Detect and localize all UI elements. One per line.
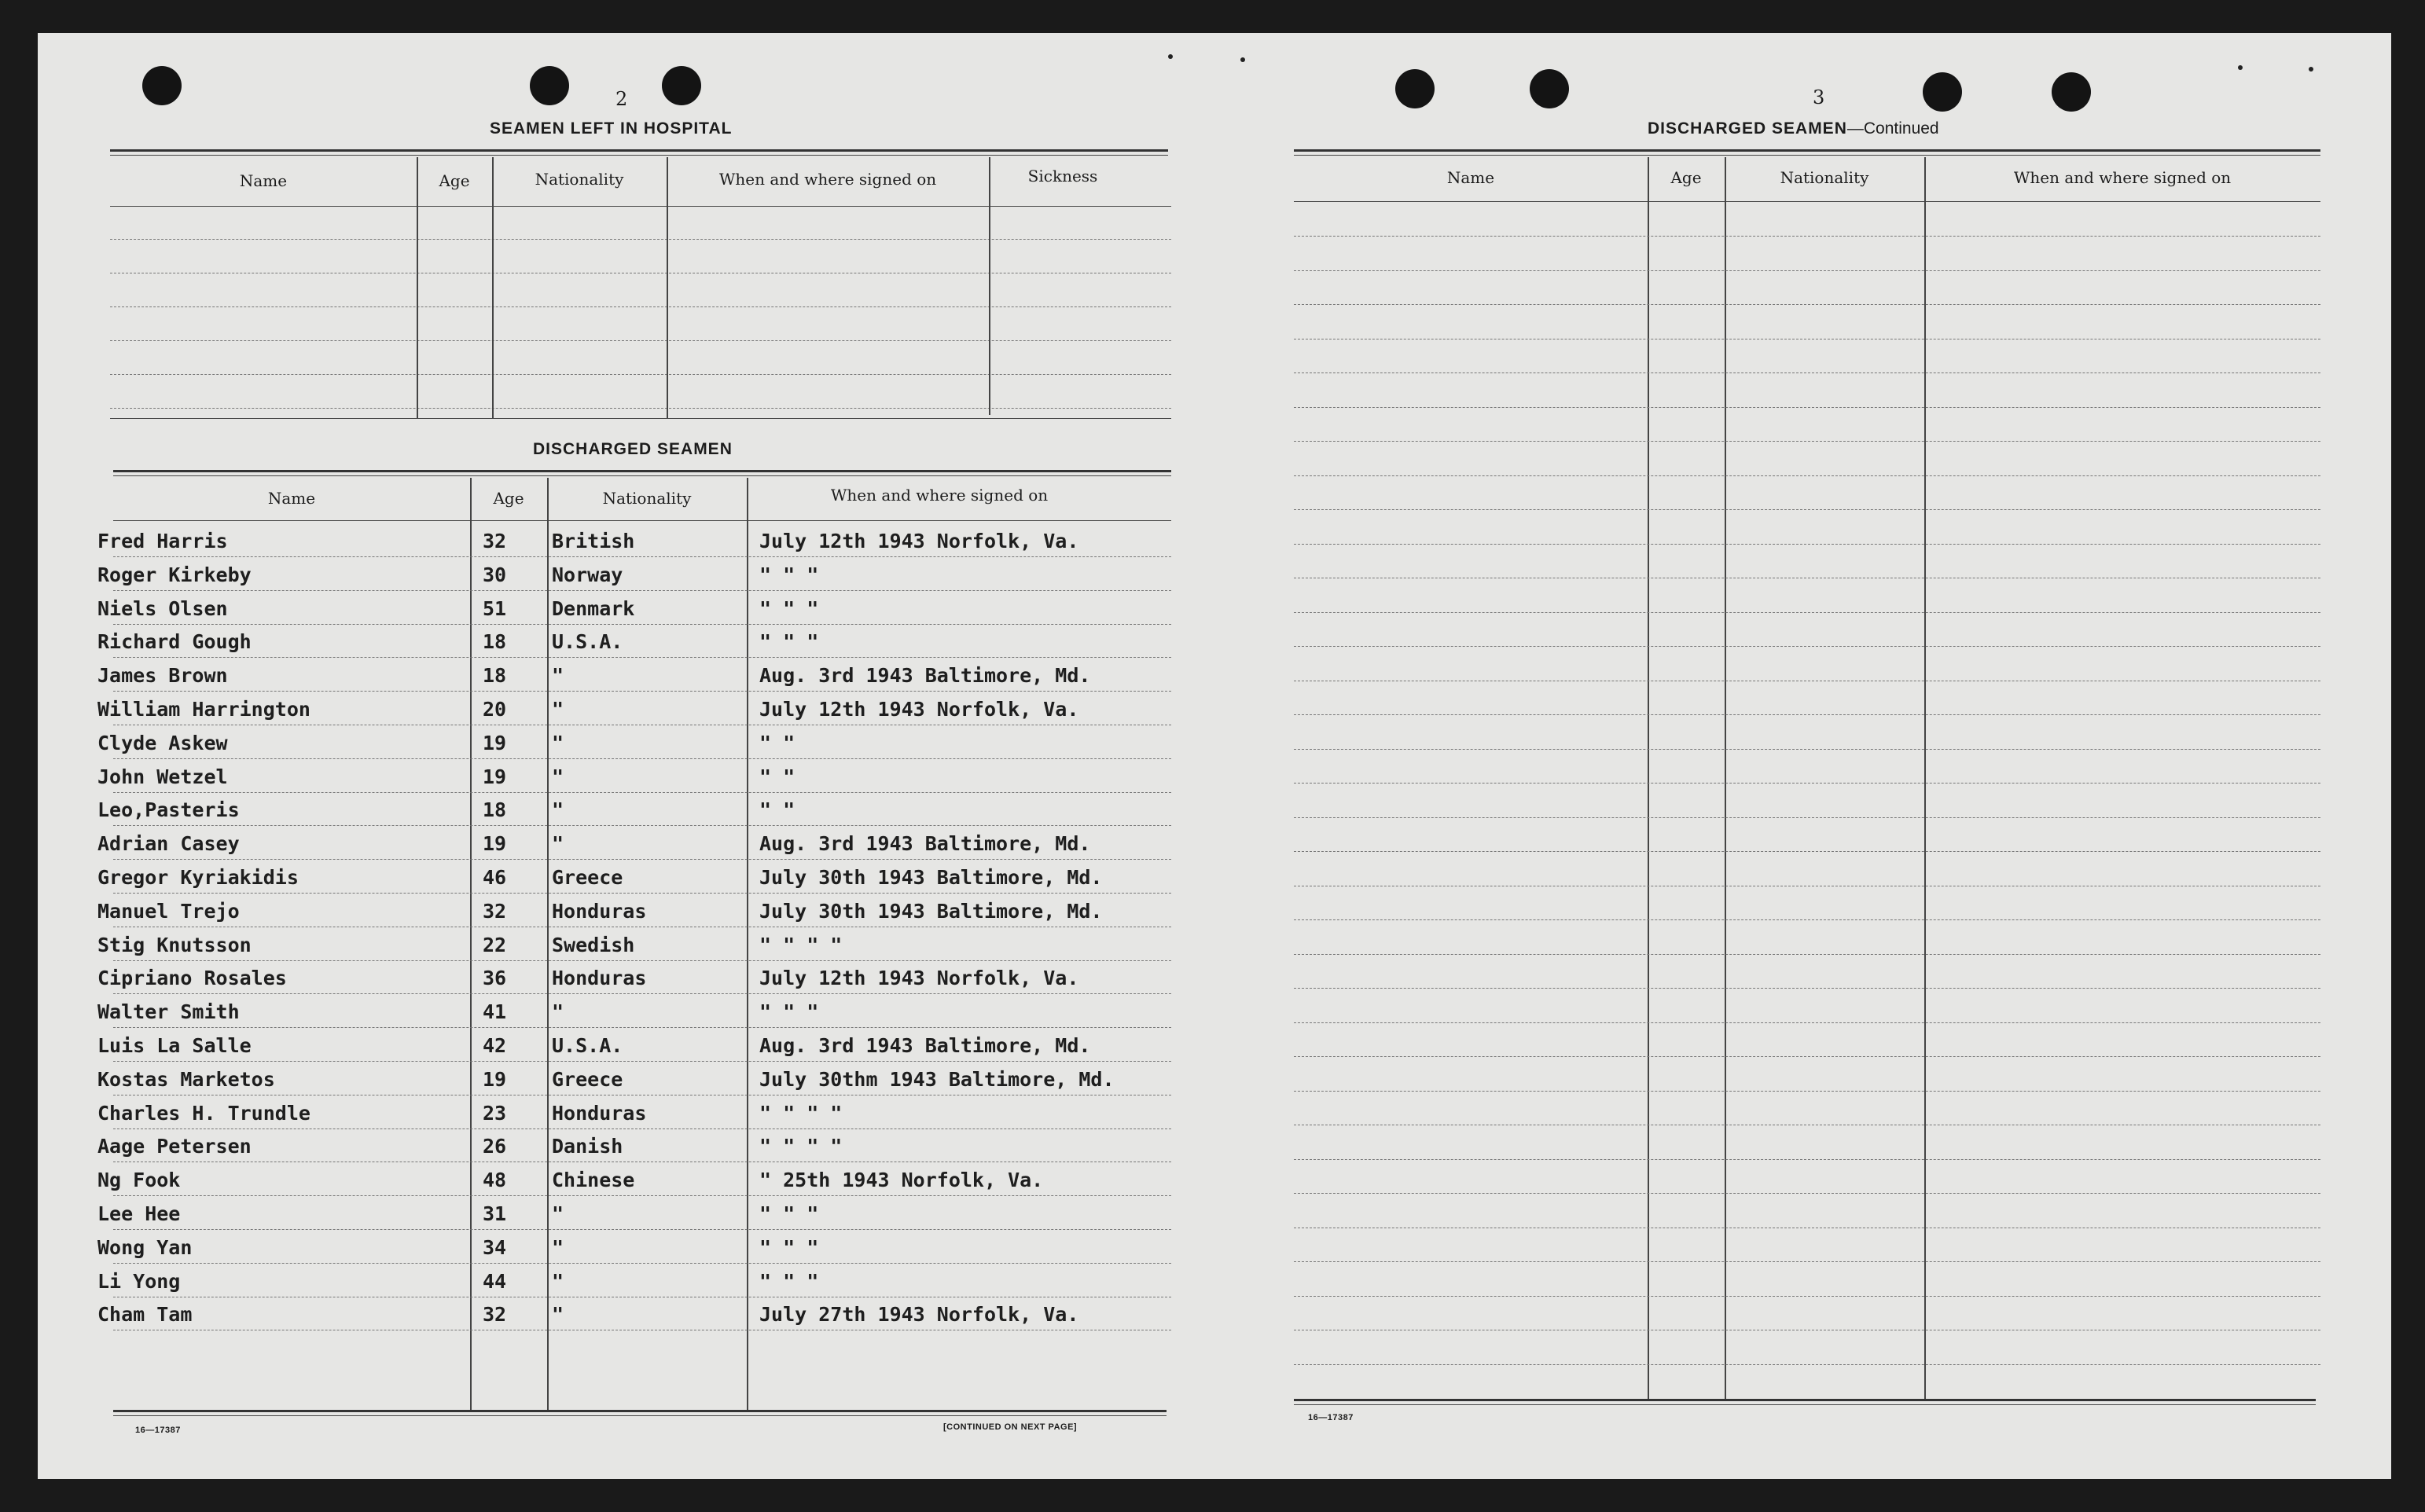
ruled-line [113,624,1171,625]
ruled-line [1294,919,2320,920]
ruled-line [1294,1296,2320,1297]
seaman-nationality: " [552,1235,564,1259]
seaman-nationality: " [552,731,564,754]
ruled-line [1294,1056,2320,1057]
ruled-line [110,374,1171,375]
seaman-name: Adrian Casey [97,832,240,856]
seaman-signed-on: " " [759,798,795,822]
seaman-signed-on: " " " [759,563,819,586]
seaman-signed-on: " " " " [759,1135,843,1158]
punch-hole [2052,72,2091,112]
ruled-line [1294,1364,2320,1365]
ruled-line [1294,1261,2320,1262]
seaman-nationality: U.S.A. [552,630,623,654]
punch-hole [1923,72,1962,112]
seaman-name: Ng Fook [97,1169,181,1192]
seaman-nationality: " [552,1202,564,1225]
seaman-signed-on: " " [759,731,795,754]
column-divider [547,478,549,1410]
continued-note: [CONTINUED ON NEXT PAGE] [943,1422,1078,1432]
ruled-line [1294,988,2320,989]
seaman-signed-on: July 12th 1943 Norfolk, Va. [759,698,1079,721]
hospital-header-age: Age [439,171,470,190]
hospital-header-sickness: Sickness [1027,167,1098,185]
seaman-signed-on: Aug. 3rd 1943 Baltimore, Md. [759,832,1091,856]
seaman-signed-on: July 30th 1943 Baltimore, Md. [759,899,1103,923]
hospital-header-name: Name [239,171,288,190]
ruled-line [1294,612,2320,613]
seaman-nationality: " [552,698,564,721]
seaman-signed-on: July 30thm 1943 Baltimore, Md. [759,1067,1115,1091]
seaman-signed-on: " " " [759,1000,819,1024]
ruled-line [1294,954,2320,955]
ruled-line [113,691,1171,692]
seaman-name: Lee Hee [97,1202,181,1225]
punch-hole [662,66,701,105]
continued-header-nationality: Nationality [1780,168,1869,187]
seaman-age: 44 [483,1269,507,1293]
seaman-signed-on: " " " [759,630,819,654]
seaman-nationality: Honduras [552,1101,647,1125]
ruled-line [113,590,1171,591]
seaman-nationality: " [552,798,564,822]
punch-hole [1395,69,1435,108]
seaman-signed-on: Aug. 3rd 1943 Baltimore, Md. [759,664,1091,688]
discharged-header-age: Age [493,489,524,508]
seaman-name: Leo,Pasteris [97,798,240,822]
seaman-age: 34 [483,1235,507,1259]
rule [1294,201,2320,202]
ruled-line [1294,372,2320,373]
ruled-line [113,960,1171,961]
seaman-nationality: " [552,1269,564,1293]
continued-title-suffix: —Continued [1846,119,1939,138]
speck [2238,65,2243,70]
speck [1168,54,1173,59]
ruled-line [1294,544,2320,545]
ruled-line [1294,714,2320,715]
seaman-name: Manuel Trejo [97,899,240,923]
seaman-name: John Wetzel [97,765,228,788]
seaman-age: 20 [483,698,507,721]
continued-title-main: DISCHARGED SEAMEN [1648,119,1847,138]
seaman-name: Wong Yan [97,1235,193,1259]
ruled-line [1294,1091,2320,1092]
speck [1240,57,1245,62]
seaman-nationality: Honduras [552,899,647,923]
seaman-name: Cham Tam [97,1303,193,1327]
ruled-line [1294,475,2320,476]
ruled-line [110,306,1171,307]
seaman-name: Niels Olsen [97,596,228,620]
form-number-right: 16—17387 [1308,1413,1354,1422]
seaman-nationality: Danish [552,1135,623,1158]
continued-section-title [1648,119,1939,138]
seaman-name: Roger Kirkeby [97,563,252,586]
rule [1294,155,2320,156]
seaman-name: Richard Gough [97,630,252,654]
column-divider [989,157,990,415]
seaman-name: Charles H. Trundle [97,1101,310,1125]
seaman-signed-on: " " [759,765,795,788]
seaman-name: Walter Smith [97,1000,240,1024]
rule [110,206,1171,207]
ruled-line [113,1128,1171,1129]
column-divider [667,157,668,418]
ruled-line [113,1195,1171,1196]
seaman-nationality: Denmark [552,596,635,620]
seaman-age: 48 [483,1169,507,1192]
column-divider [1924,157,1926,1399]
seaman-name: Luis La Salle [97,1034,252,1057]
speck [2309,67,2313,72]
ruled-line [110,239,1171,240]
seaman-age: 19 [483,765,507,788]
seaman-signed-on: " " " " [759,933,843,956]
continued-header-signed-on: When and where signed on [2013,168,2232,187]
ruled-line [113,556,1171,557]
seaman-age: 31 [483,1202,507,1225]
seaman-age: 42 [483,1034,507,1057]
seaman-age: 36 [483,967,507,990]
ruled-line [1294,1193,2320,1194]
ruled-line [113,1263,1171,1264]
rule [110,155,1168,156]
seaman-nationality: U.S.A. [552,1034,623,1057]
discharged-header-signed-on: When and where signed on [830,486,1049,505]
seaman-name: Clyde Askew [97,731,228,754]
ruled-line [113,893,1171,894]
seaman-age: 19 [483,832,507,856]
ruled-line [1294,817,2320,818]
column-divider [747,478,748,1410]
rule [113,475,1171,476]
seaman-name: William Harrington [97,698,310,721]
seaman-age: 30 [483,563,507,586]
rule [1294,1404,2316,1405]
seaman-age: 23 [483,1101,507,1125]
ruled-line [110,408,1171,409]
seaman-nationality: Greece [552,1067,623,1091]
column-divider [1725,157,1726,1399]
page-number-right: 3 [1813,86,1825,108]
seaman-age: 32 [483,1303,507,1327]
seaman-name: Gregor Kyriakidis [97,866,299,889]
seaman-signed-on: " " " " [759,1101,843,1125]
seaman-signed-on: July 27th 1943 Norfolk, Va. [759,1303,1079,1327]
seaman-name: Stig Knutsson [97,933,252,956]
form-number-left: 16—17387 [135,1426,181,1435]
rule [113,470,1171,472]
seaman-nationality: " [552,664,564,688]
rule [113,1415,1167,1416]
rule [113,520,1171,521]
ruled-line [1294,1159,2320,1160]
seaman-nationality: Norway [552,563,623,586]
page-number-left: 2 [615,88,628,110]
discharged-header-nationality: Nationality [602,489,692,508]
seaman-age: 32 [483,530,507,552]
seaman-name: Cipriano Rosales [97,967,287,990]
ruled-line [1294,304,2320,305]
seaman-age: 18 [483,630,507,654]
seaman-age: 41 [483,1000,507,1024]
seaman-nationality: Chinese [552,1169,635,1192]
seaman-signed-on: Aug. 3rd 1943 Baltimore, Md. [759,1034,1091,1057]
seaman-age: 22 [483,933,507,956]
ruled-line [113,859,1171,860]
column-divider [470,478,472,1410]
seaman-age: 32 [483,899,507,923]
seaman-name: James Brown [97,664,228,688]
ruled-line [1294,851,2320,852]
ruled-line [113,1061,1171,1062]
seaman-age: 18 [483,664,507,688]
seaman-age: 26 [483,1135,507,1158]
ruled-line [1294,749,2320,750]
discharged-header-name: Name [267,489,316,508]
punch-hole [1530,69,1569,108]
seaman-nationality: " [552,832,564,856]
column-divider [492,157,494,418]
seaman-age: 46 [483,866,507,889]
ruled-line [1294,236,2320,237]
seaman-name: Fred Harris [97,530,228,552]
seaman-nationality: " [552,765,564,788]
rule [110,149,1168,152]
discharged-section-title: DISCHARGED SEAMEN [533,440,733,458]
seaman-nationality: " [552,1000,564,1024]
rule [110,418,1171,419]
ledger-sheet [38,33,2391,1479]
rule [113,1410,1167,1412]
column-divider [1648,157,1649,1399]
ruled-line [113,758,1171,759]
seaman-signed-on: " 25th 1943 Norfolk, Va. [759,1169,1044,1192]
hospital-section-title: SEAMEN LEFT IN HOSPITAL [490,119,733,138]
rule [1294,1399,2316,1401]
seaman-signed-on: " " " [759,1269,819,1293]
continued-header-age: Age [1670,168,1702,187]
seaman-name: Kostas Marketos [97,1067,275,1091]
seaman-age: 19 [483,731,507,754]
seaman-nationality: Greece [552,866,623,889]
seaman-nationality: Honduras [552,967,647,990]
ruled-line [1294,407,2320,408]
seaman-nationality: " [552,1303,564,1327]
ruled-line [1294,270,2320,271]
seaman-signed-on: " " " [759,1202,819,1225]
continued-header-name: Name [1446,168,1495,187]
ruled-line [110,340,1171,341]
ruled-line [113,825,1171,826]
seaman-nationality: British [552,530,635,552]
ruled-line [1294,509,2320,510]
seaman-age: 51 [483,596,507,620]
seaman-signed-on: " " " [759,1235,819,1259]
ruled-line [113,1229,1171,1230]
hospital-header-signed-on: When and where signed on [718,170,937,189]
seaman-name: Li Yong [97,1269,181,1293]
ruled-line [113,657,1171,658]
ruled-line [1294,646,2320,647]
seaman-name: Aage Petersen [97,1135,252,1158]
seaman-signed-on: " " " [759,596,819,620]
seaman-signed-on: July 12th 1943 Norfolk, Va. [759,530,1079,552]
ruled-line [1294,783,2320,784]
seaman-signed-on: July 12th 1943 Norfolk, Va. [759,967,1079,990]
punch-hole [142,66,182,105]
seaman-age: 18 [483,798,507,822]
seaman-age: 19 [483,1067,507,1091]
hospital-header-nationality: Nationality [535,170,624,189]
ruled-line [113,993,1171,994]
rule [1294,149,2320,152]
punch-hole [530,66,569,105]
seaman-signed-on: July 30th 1943 Baltimore, Md. [759,866,1103,889]
column-divider [417,157,418,418]
seaman-nationality: Swedish [552,933,635,956]
ruled-line [113,1027,1171,1028]
ruled-line [1294,441,2320,442]
ruled-line [113,792,1171,793]
ruled-line [1294,1022,2320,1023]
